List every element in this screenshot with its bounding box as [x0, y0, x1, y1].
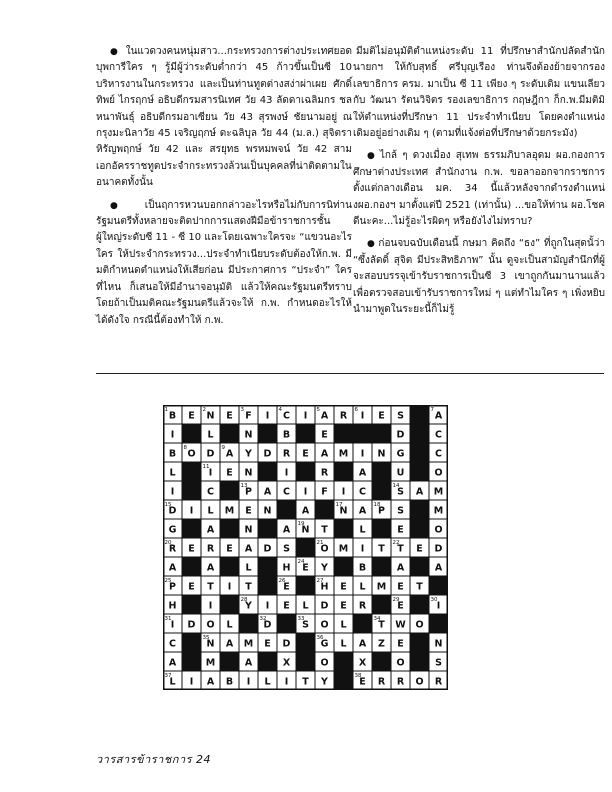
black-square	[258, 519, 277, 538]
cell-letter: X	[358, 657, 367, 669]
cell-letter: B	[282, 429, 291, 441]
black-square	[296, 538, 315, 557]
paragraph-text: ก่อนจบฉบับเดือนนี้ กษมา คิดถึง “ธง” ที่ถูกในสุดนั้ว่า “ซึ้งลัดดิ์ สุจิต มีประสิทธิภาพ” นั้น ดูจะเป็นสามัญสำนึกที่ผู้จะสอบบรรจุเข้ารับราชการเป็นซี 3 เขาถูกกันมานานแล้ว เพื่อตรวจสอบเข้ารับราชการใหม่ ๆ แต่ทำไมใคร ๆ เพิ่งหยิบนำมาพูดในระยะนี้ก็ไม่รู้	[353, 238, 605, 316]
crossword-grid	[163, 405, 448, 690]
cell-letter: G	[168, 524, 177, 536]
page-footer: วารสารข้าราชการ 24	[96, 753, 212, 766]
cell-letter: A	[320, 448, 329, 460]
cell-letter: L	[340, 638, 347, 650]
cell-letter: L	[169, 467, 176, 479]
cell-letter: N	[434, 638, 443, 650]
clue-number: 17	[335, 502, 343, 508]
black-square	[410, 652, 429, 671]
cell-letter: L	[264, 676, 271, 688]
cell-letter: I	[436, 600, 441, 612]
cell-letter: L	[245, 562, 252, 574]
cell-letter: C	[435, 448, 442, 460]
cell-letter: S	[283, 543, 290, 555]
cell-letter: S	[397, 410, 404, 422]
clue-number: 29	[392, 597, 400, 603]
cell-letter: G	[320, 638, 329, 650]
cell-letter: D	[434, 543, 443, 555]
cell-letter: M	[376, 581, 387, 593]
paragraph	[353, 236, 605, 318]
cell-letter: S	[435, 657, 442, 669]
clue-number: 27	[316, 578, 324, 584]
cell-letter: C	[207, 486, 214, 498]
cell-letter: I	[227, 581, 232, 593]
cell-letter: T	[207, 581, 214, 593]
cell-letter: A	[320, 410, 329, 422]
cell-letter: P	[245, 486, 252, 498]
clue-number: 22	[392, 540, 400, 546]
clue-number: 37	[164, 673, 172, 679]
cell-letter: G	[396, 448, 405, 460]
clue-number: 30	[430, 597, 438, 603]
black-square	[372, 595, 391, 614]
black-square	[258, 652, 277, 671]
clue-number: 19	[297, 521, 305, 527]
cell-letter: E	[302, 562, 309, 574]
cell-letter: M	[224, 505, 235, 517]
cell-letter: E	[397, 581, 404, 593]
clue-number: 18	[373, 502, 381, 508]
cell-letter: C	[283, 486, 290, 498]
clue-number: 11	[202, 464, 210, 470]
clue-number: 5	[316, 407, 320, 413]
cell-letter: F	[245, 410, 252, 422]
clue-number: 9	[221, 445, 225, 451]
black-square	[410, 633, 429, 652]
clue-number: 2	[202, 407, 206, 413]
clue-number: 7	[430, 407, 434, 413]
cell-letter: D	[263, 448, 272, 460]
cell-letter: I	[208, 467, 213, 479]
black-square	[410, 462, 429, 481]
cell-letter: O	[320, 543, 329, 555]
cell-letter: N	[206, 410, 215, 422]
cell-letter: E	[283, 600, 290, 612]
cell-letter: E	[321, 429, 328, 441]
cell-letter: C	[435, 429, 442, 441]
cell-letter: R	[206, 543, 215, 555]
cell-letter: E	[302, 448, 309, 460]
black-square	[182, 652, 201, 671]
cell-letter: D	[396, 429, 405, 441]
clue-number: 36	[316, 635, 324, 641]
black-square	[182, 633, 201, 652]
cell-letter: A	[168, 657, 177, 669]
clue-number: 28	[240, 597, 248, 603]
cell-letter: I	[170, 619, 175, 631]
clue-number: 24	[297, 559, 305, 565]
black-square	[315, 500, 334, 519]
cell-letter: L	[207, 429, 214, 441]
cell-letter: N	[339, 505, 348, 517]
cell-letter: C	[359, 486, 366, 498]
black-square	[410, 500, 429, 519]
clue-number: 35	[202, 635, 210, 641]
cell-letter: B	[168, 448, 177, 460]
cell-letter: T	[321, 524, 328, 536]
clue-number: 26	[278, 578, 286, 584]
cell-letter: D	[187, 619, 196, 631]
clue-number: 25	[164, 578, 172, 584]
cell-letter: I	[189, 505, 194, 517]
cell-letter: D	[282, 638, 291, 650]
black-square	[410, 405, 429, 424]
paragraph	[96, 44, 352, 192]
cell-letter: A	[358, 467, 367, 479]
cell-letter: O	[415, 619, 424, 631]
cell-letter: R	[320, 467, 329, 479]
cell-letter: E	[283, 581, 290, 593]
cell-letter: N	[377, 448, 386, 460]
cell-letter: I	[170, 429, 175, 441]
paragraph-text: ในแวดวงคนหนุ่มสาว...กระทรวงการต่างประเทศยอดบุพการีใคร ๆ รู้มีผู้ว่าระดับต่ำกว่า 45 ก้าวขึ้นเป็นซี 10 บริหารงานในกระทรวง และเป็นท่านทูตต่างสง่าผ่าเผย ศักดิ์ทิพย์ ไกรฤกษ์ อธิบดีกรมสารนิเทศ วัย 43 ลัดดาเฉลิมกร ชลหนาพันธุ์ อธิบดีกรมอาเซียน วัย 43 สุรพงษ์ ชัยนามอยู่ ณ กรุงมะนิลาวัย 45 เจริญฤกษ์ ดะฉลิบุล วัย 44 (ม.ล.) สุจิตรา หิรัญพฤกษ์ วัย 42 และ สรยุทธ พรหมพจน์ วัย 42 สามเอกอัครราชทูตประจำกระทรวงล้วนเป็นบุคคลที่น่าติดตามในอนาคตทั้งนั้น	[96, 46, 352, 189]
cell-letter: R	[358, 600, 367, 612]
black-square	[353, 614, 372, 633]
cell-letter: B	[225, 676, 234, 688]
paragraph-text: มีมติไม่อนุมัติตำแหน่งระดับ 11 ที่ปรึกษาสำนักปลัดสำนักนายกฯ ให้กับสุทธิ์ ศรีบุญเรือง ท่านจึงต้องย้ายจากรองเลขาธิการ ครม. มาเป็น ซี 11 เพียง ๆ ระดับเดิม แขนเลียวกับ วัฒนา รัตนวิจิตร รองเลขาธิการ กฤษฎีกา ก็ก.พ.มีมติมิให้ตำแหน่งที่ปรึกษา 11 ประจำทำเนียบ โดยคงตำแหน่งเดิมอยู่อย่างเดิม ๆ (ตามที่แจ้งต่อที่ปรึกษาด้วยกระมัง)	[353, 46, 605, 140]
cell-letter: A	[301, 505, 310, 517]
cell-letter: I	[341, 486, 346, 498]
black-square	[429, 576, 448, 595]
clue-number: 33	[297, 616, 305, 622]
black-square	[220, 424, 239, 443]
black-square	[296, 424, 315, 443]
cell-letter: A	[358, 505, 367, 517]
cell-letter: S	[302, 619, 309, 631]
cell-letter: H	[282, 562, 291, 574]
cell-letter: X	[282, 657, 291, 669]
black-square	[182, 462, 201, 481]
cell-letter: B	[168, 410, 177, 422]
cell-letter: B	[358, 562, 367, 574]
clue-number: 4	[278, 407, 282, 413]
bullet: ●	[110, 47, 123, 57]
clue-number: 15	[164, 502, 172, 508]
cell-letter: M	[205, 657, 216, 669]
clue-number: 13	[240, 483, 248, 489]
cell-letter: I	[303, 410, 308, 422]
cell-letter: E	[340, 600, 347, 612]
cell-letter: R	[396, 676, 405, 688]
clue-number: 14	[392, 483, 400, 489]
black-square	[334, 462, 353, 481]
black-square	[410, 424, 429, 443]
cell-letter: E	[226, 467, 233, 479]
cell-letter: E	[188, 543, 195, 555]
black-square	[296, 462, 315, 481]
clue-number: 8	[183, 445, 187, 451]
cell-letter: T	[378, 619, 385, 631]
black-square	[258, 462, 277, 481]
black-square	[182, 557, 201, 576]
black-square	[372, 557, 391, 576]
cell-letter: L	[169, 676, 176, 688]
cell-letter: E	[188, 581, 195, 593]
cell-letter: D	[206, 448, 215, 460]
cell-letter: I	[360, 410, 365, 422]
clue-number: 6	[354, 407, 358, 413]
black-square	[220, 481, 239, 500]
black-square	[296, 633, 315, 652]
black-square	[372, 462, 391, 481]
clue-number: 31	[164, 616, 172, 622]
cell-letter: Y	[245, 448, 252, 460]
cell-letter: O	[434, 467, 443, 479]
cell-letter: U	[396, 467, 405, 479]
cell-letter: C	[283, 410, 290, 422]
cell-letter: D	[263, 619, 272, 631]
black-square	[410, 519, 429, 538]
clue-number: 1	[164, 407, 168, 413]
cell-letter: O	[396, 657, 405, 669]
cell-letter: N	[244, 467, 253, 479]
paragraph-text: เป็นฤการหวนบอกกล่าวอะไรหรือไม่กับการนิท่านรัฐมนตรีทั้งหลายจะติดปากการแสดงฝีมือข้าราชการชั้นผู้ใหญ่ระดับซี 11 - ซี 10 และโดยเฉพาะใครจะ “แขวนอะไรใคร ให้ประจำกระทรวง...ประจำทำเนียบระดับต้องให้ก.พ. มีมติกำหนดตำแหน่งให้เสียก่อน มีประกาศการ “ประจำ” ใครที่ไหน ก็เสนอให้มีอำนาจอนุมัติ แล้วให้คณะรัฐมนตรีทราบ โดยถ้าเป็นมติคณะรัฐมนตรีแล้วจะให้ ก.พ. กำหนดอะไรให้ได้ดังใจ กรณีนี้ต้องทำให้ ก.พ.	[96, 199, 352, 326]
cell-letter: L	[226, 619, 233, 631]
cell-letter: I	[208, 600, 213, 612]
cell-letter: Y	[245, 600, 252, 612]
cell-letter: L	[207, 505, 214, 517]
cell-letter: A	[434, 562, 443, 574]
cell-letter: A	[225, 448, 234, 460]
cell-letter: I	[360, 543, 365, 555]
cell-letter: Z	[378, 638, 385, 650]
cell-letter: I	[189, 676, 194, 688]
cell-letter: M	[433, 486, 444, 498]
black-square	[182, 519, 201, 538]
black-square	[277, 500, 296, 519]
black-square	[334, 652, 353, 671]
black-square	[220, 595, 239, 614]
cell-letter: O	[415, 676, 424, 688]
cell-letter: E	[340, 581, 347, 593]
cell-letter: P	[169, 581, 176, 593]
cell-letter: I	[360, 448, 365, 460]
cell-letter: A	[282, 524, 291, 536]
black-square	[277, 614, 296, 633]
clue-number: 34	[373, 616, 381, 622]
cell-letter: I	[246, 676, 251, 688]
black-square	[258, 424, 277, 443]
cell-letter: A	[263, 486, 272, 498]
black-square	[372, 481, 391, 500]
cell-letter: A	[206, 562, 215, 574]
cell-letter: M	[338, 543, 349, 555]
cell-letter: I	[284, 467, 289, 479]
black-square	[182, 595, 201, 614]
clue-number: 21	[316, 540, 324, 546]
cell-letter: A	[206, 676, 215, 688]
cell-letter: D	[168, 505, 177, 517]
cell-letter: I	[265, 410, 270, 422]
cell-letter: H	[168, 600, 177, 612]
bullet: ●	[367, 151, 377, 162]
black-square	[372, 652, 391, 671]
cell-letter: I	[284, 676, 289, 688]
cell-letter: L	[302, 600, 309, 612]
clue-number: 3	[240, 407, 244, 413]
cell-letter: L	[359, 581, 366, 593]
bullet: ●	[367, 239, 376, 250]
cell-letter: D	[320, 600, 329, 612]
cell-letter: A	[415, 486, 424, 498]
cell-letter: M	[243, 638, 254, 650]
black-square	[296, 652, 315, 671]
cell-letter: E	[226, 543, 233, 555]
cell-letter: O	[320, 657, 329, 669]
cell-letter: T	[397, 543, 404, 555]
clue-number: 38	[354, 673, 362, 679]
black-square	[220, 519, 239, 538]
black-square	[410, 557, 429, 576]
black-square	[410, 595, 429, 614]
cell-letter: N	[206, 638, 215, 650]
cell-letter: N	[263, 505, 272, 517]
cell-letter: E	[264, 638, 271, 650]
cell-letter: S	[397, 486, 404, 498]
paragraph-text: ไกล้ ๆ ดวงเมื่อง สุเทพ ธรรมภิบาลอุดม ผอ.กองการศึกษาต่างประเทศ สำนักงาน ก.พ. ขอลาออกจากราชการตั้งแต่กลางเดือน มค. 34 นี้แล้วหลังจากดำรงตำแหน่งผอ.กองฯ มาตั้งแต่ปี 2521 (เท่านั้น) ...ขอให้ท่าน ผอ.โชคดีนะคะ...ไม่รู้อะไรผิดๆ หรือยังไงไม่ทราบ?	[353, 150, 605, 228]
black-square	[372, 424, 391, 443]
cell-letter: D	[263, 543, 272, 555]
section-divider	[96, 373, 604, 374]
black-square	[410, 443, 429, 462]
cell-letter: E	[245, 505, 252, 517]
black-square	[239, 614, 258, 633]
black-square	[334, 557, 353, 576]
cell-letter: E	[416, 543, 423, 555]
right-text-column	[353, 44, 605, 325]
cell-letter: Y	[321, 676, 328, 688]
cell-letter: A	[244, 657, 253, 669]
cell-letter: A	[225, 638, 234, 650]
cell-letter: L	[359, 524, 366, 536]
cell-letter: T	[416, 581, 423, 593]
black-square	[258, 576, 277, 595]
cell-letter: P	[378, 505, 385, 517]
cell-letter: R	[434, 676, 443, 688]
cell-letter: T	[302, 676, 309, 688]
cell-letter: O	[206, 619, 215, 631]
cell-letter: C	[169, 638, 176, 650]
cell-letter: R	[339, 410, 348, 422]
cell-letter: R	[282, 448, 291, 460]
left-text-column	[96, 44, 352, 335]
black-square	[372, 519, 391, 538]
cell-letter: M	[338, 448, 349, 460]
clue-number: 20	[164, 540, 172, 546]
cell-letter: I	[303, 486, 308, 498]
black-square	[334, 671, 353, 690]
black-square	[429, 614, 448, 633]
paragraph	[96, 198, 352, 329]
cell-letter: M	[433, 505, 444, 517]
cell-letter: O	[434, 524, 443, 536]
black-square	[353, 424, 372, 443]
cell-letter: A	[168, 562, 177, 574]
paragraph	[353, 44, 605, 142]
cell-letter: A	[434, 410, 443, 422]
cell-letter: E	[397, 638, 404, 650]
cell-letter: H	[320, 581, 329, 593]
cell-letter: N	[244, 429, 253, 441]
black-square	[220, 652, 239, 671]
cell-letter: A	[244, 543, 253, 555]
cell-letter: A	[206, 524, 215, 536]
cell-letter: N	[244, 524, 253, 536]
black-square	[182, 424, 201, 443]
cell-letter: L	[340, 619, 347, 631]
cell-letter: T	[245, 581, 252, 593]
black-square	[220, 557, 239, 576]
paragraph	[353, 148, 605, 230]
black-square	[334, 424, 353, 443]
cell-letter: O	[187, 448, 196, 460]
cell-letter: N	[301, 524, 310, 536]
cell-letter: W	[395, 619, 406, 631]
black-square	[182, 481, 201, 500]
cell-letter: A	[358, 638, 367, 650]
bullet: ●	[110, 200, 142, 211]
cell-letter: I	[265, 600, 270, 612]
cell-letter: R	[377, 676, 386, 688]
cell-letter: E	[226, 410, 233, 422]
cell-letter: E	[188, 410, 195, 422]
cell-letter: I	[170, 486, 175, 498]
cell-letter: Y	[321, 562, 328, 574]
clue-number: 32	[259, 616, 267, 622]
cell-letter: E	[397, 524, 404, 536]
cell-letter: F	[321, 486, 328, 498]
cell-letter: E	[397, 600, 404, 612]
black-square	[258, 557, 277, 576]
cell-letter: E	[378, 410, 385, 422]
cell-letter: E	[359, 676, 366, 688]
black-square	[334, 519, 353, 538]
black-square	[296, 576, 315, 595]
cell-letter: A	[396, 562, 405, 574]
cell-letter: S	[397, 505, 404, 517]
cell-letter: T	[378, 543, 385, 555]
cell-letter: R	[168, 543, 177, 555]
cell-letter: O	[320, 619, 329, 631]
